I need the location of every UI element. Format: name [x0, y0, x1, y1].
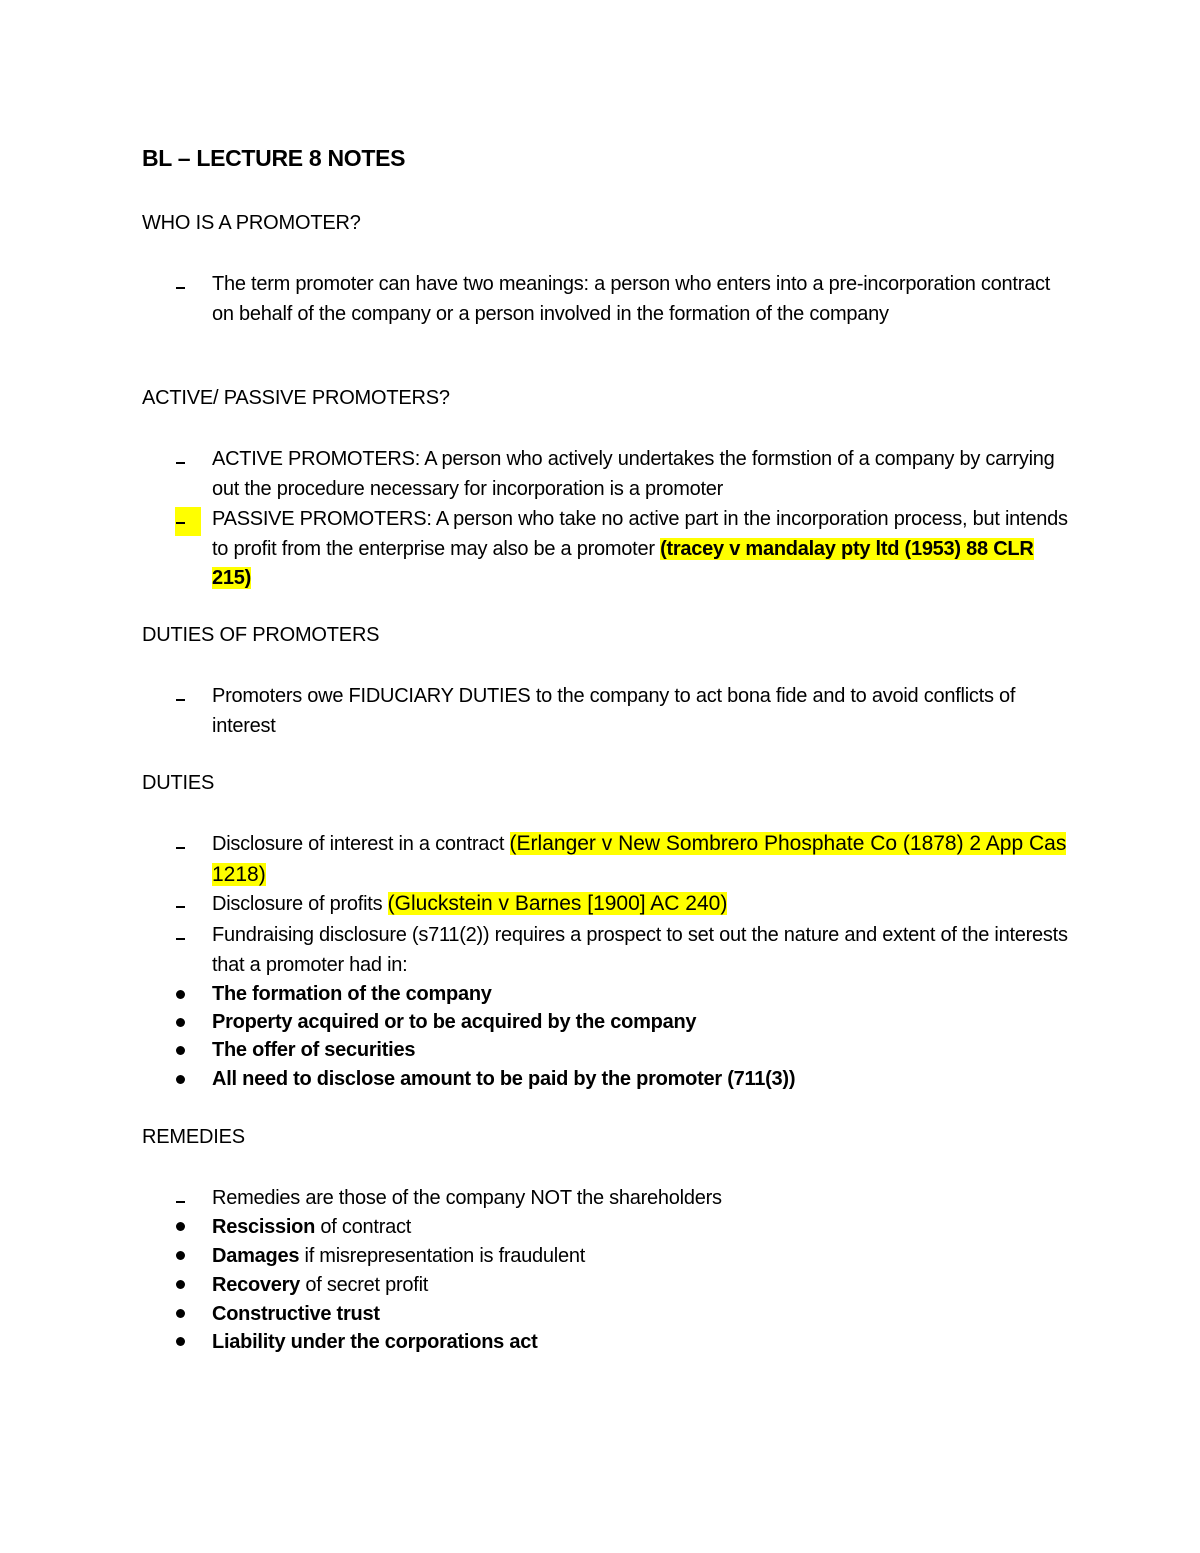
bullet-item: The offer of securities: [212, 1039, 416, 1061]
bullet-dot: [176, 1280, 185, 1289]
bullet-dot: [176, 1222, 185, 1231]
dash-bullet: [176, 287, 185, 289]
dash-bullet: [176, 462, 185, 464]
remedy-term: Damages: [212, 1245, 300, 1267]
list-item: The term promoter can have two meanings: a person who enters into a pre-incorporation contract on behalf of the company or a person involved in the formation of the company: [212, 273, 1051, 325]
bullet-dot: [176, 1075, 185, 1084]
section-heading-promoter: WHO IS A PROMOTER?: [142, 212, 361, 234]
bullet-item: [212, 1271, 1072, 1301]
bullet-item: [212, 1213, 1072, 1243]
page-title: BL – LECTURE 8 NOTES: [142, 145, 406, 171]
dash-bullet: [176, 522, 185, 524]
dash-bullet: [176, 938, 185, 940]
list-item: Remedies are those of the company NOT the shareholders: [212, 1187, 722, 1209]
list-item: [212, 505, 1072, 594]
remedy-term: Liability under the corporations act: [212, 1331, 538, 1353]
bullet-dot: [176, 1251, 185, 1260]
section-heading-duties: DUTIES: [142, 772, 215, 794]
list-item: Promoters owe FIDUCIARY DUTIES to the company to act bona fide and to avoid conflicts of interest: [212, 685, 1016, 737]
remedy-term: Constructive trust: [212, 1303, 380, 1325]
section-heading-duties-of-promoters: DUTIES OF PROMOTERS: [142, 624, 380, 646]
case-citation: (tracey v mandalay pty ltd (1953) 88 CLR 215): [212, 537, 1034, 589]
bullet-item: Property acquired or to be acquired by the company: [212, 1011, 697, 1033]
bullet-dot: [176, 1337, 185, 1346]
remedy-term: Rescission: [212, 1216, 316, 1238]
case-citation: (Erlanger v New Sombrero Phosphate Co (1878) 2 App Cas 1218): [212, 832, 1067, 886]
remedy-term: Recovery: [212, 1274, 301, 1296]
list-item: Fundraising disclosure (s711(2)) requires a prospect to set out the nature and extent of the interests that a promoter had in:: [212, 924, 1068, 976]
case-citation: (Gluckstein v Barnes [1900] AC 240): [387, 892, 728, 915]
list-item: ACTIVE PROMOTERS: A person who actively undertakes the formstion of a company by carrying out the procedure necessary for incorporation is a promoter: [212, 448, 1055, 500]
remedy-desc: of secret profit: [300, 1274, 429, 1296]
bullet-item: All need to disclose amount to be paid by the promoter (711(3)): [212, 1068, 796, 1090]
list-item: [212, 829, 1072, 890]
bullet-dot: [176, 1309, 185, 1318]
section-heading-remedies: REMEDIES: [142, 1126, 245, 1148]
bullet-item: [212, 1328, 1072, 1358]
dash-bullet: [176, 699, 185, 701]
section-heading-active-passive: ACTIVE/ PASSIVE PROMOTERS?: [142, 387, 450, 409]
item-text: PASSIVE PROMOTERS: A person who take no active part in the incorporation process, but intends to profit from the enterprise may also be a promoter: [212, 508, 1068, 560]
item-text: Disclosure of profits: [212, 893, 388, 915]
bullet-item: [212, 1300, 1072, 1330]
bullet-item: The formation of the company: [212, 983, 492, 1005]
dash-bullet: [176, 1201, 185, 1203]
remedy-desc: of contract: [315, 1216, 412, 1238]
dash-bullet: [176, 847, 185, 849]
bullet-dot: [176, 990, 185, 999]
bullet-item: [212, 1242, 1072, 1272]
item-text: Disclosure of interest in a contract: [212, 833, 510, 855]
list-item: [212, 889, 1072, 920]
bullet-dot: [176, 1046, 185, 1055]
bullet-dot: [176, 1018, 185, 1027]
remedy-desc: if misrepresentation is fraudulent: [299, 1245, 586, 1267]
dash-bullet: [176, 906, 185, 908]
